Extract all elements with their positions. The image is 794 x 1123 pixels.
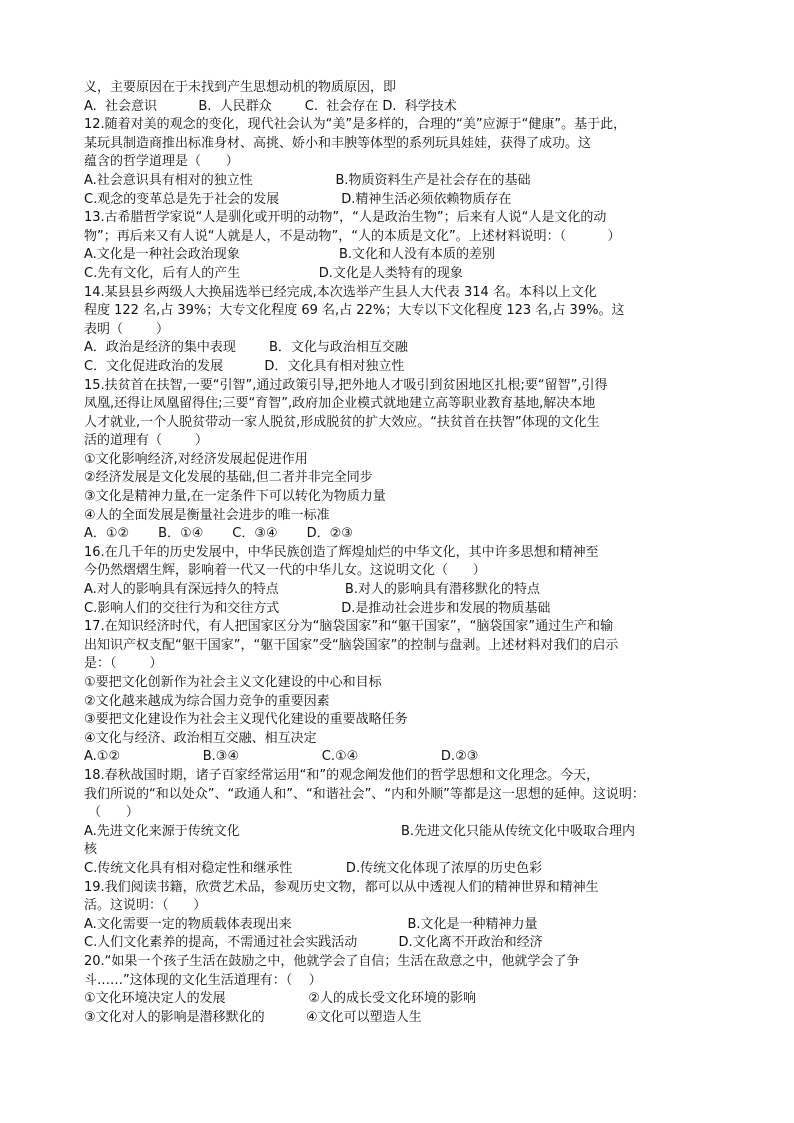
text-line: 斗……”这体现的文化生活道理有：（ ）: [84, 972, 322, 988]
text-line: 17.在知识经济时代，有人把国家区分为“脑袋国家”和“躯干国家”，“脑袋国家”通过生产和输: [84, 619, 614, 635]
text-line: 义，主要原因在于未找到产生思想动机的物质原因，即: [84, 80, 397, 95]
text-line: C．文化促进政治的发展 D．文化具有相对独立性: [84, 358, 405, 374]
text-line: A.文化是一种社会政治现象 B.文化和人没有本质的差别: [84, 247, 496, 263]
text-line: A.社会意识具有相对的独立性 B.物质资料生产是社会存在的基础: [84, 172, 531, 188]
text-line: 某玩具制造商推出标准身材、高挑、娇小和丰腴等体型的系列玩具娃娃，获得了成功。这: [84, 135, 592, 151]
text-line: 核: [84, 842, 98, 858]
text-line: 我们所说的“和以处众”、“政通人和”、“和谐社会”、“内和外顺”等都是这一思想的延伸。这说明：: [84, 786, 645, 802]
text-line: ①文化影响经济,对经济发展起促进作用: [84, 451, 308, 467]
text-line: ③文化对人的影响是潜移默化的 ④文化可以塑造人生: [84, 1009, 422, 1025]
text-line: 蕴含的哲学道理是（ ）: [84, 154, 239, 170]
text-line: ③文化是精神力量,在一定条件下可以转化为物质力量: [84, 489, 386, 505]
text-line: 出知识产权支配“躯干国家”，“躯干国家”受“脑袋国家”的控制与盘剥。上述材料对我们的启示: [84, 637, 619, 653]
text-line: （ ）: [84, 805, 139, 821]
text-line: 人才就业,一个人脱贫带动一家人脱贫,形成脱贫的扩大效应。“扶贫首在扶智”体现的文化生: [84, 414, 600, 430]
text-line: 活。这说明：（ ）: [84, 898, 207, 914]
text-line: A.对人的影响具有深远持久的特点 B.对人的影响具有潜移默化的特点: [84, 582, 540, 598]
text-line: A．政治是经济的集中表现 B．文化与政治相互交融: [84, 340, 408, 356]
text-line: ④人的全面发展是衡量社会进步的唯一标准: [84, 507, 330, 523]
text-line: 16.在几千年的历史发展中，中华民族创造了辉煌灿烂的中华文化，其中许多思想和精神至: [84, 544, 599, 560]
text-line: 是：（ ）: [84, 656, 163, 672]
text-line: 20.“如果一个孩子生活在鼓励之中，他就学会了自信；生活在敌意之中，他就学会了争: [84, 953, 580, 969]
text-line: ①要把文化创新作为社会主义文化建设的中心和目标: [84, 675, 382, 690]
text-line: C.影响人们的交往行为和交往方式 D.是推动社会进步和发展的物质基础: [84, 600, 551, 616]
text-line: 表明（ ）: [84, 321, 170, 337]
text-line: A．①② B．①④ C．③④ D．②③: [84, 526, 353, 542]
text-line: 程度 122 名,占 39%；大专文化程度 69 名,占 22%；大专以下文化程度 123 名,占 39%。这: [84, 303, 625, 319]
text-line: 今仍然熠熠生辉，影响着一代又一代的中华儿女。这说明文化（ ）: [84, 563, 486, 579]
text-line: 14.某县县乡两级人大换届选举已经完成,本次选举产生县人大代表 314 名。本科以上文化: [84, 284, 597, 300]
text-line: 活的道理有（ ）: [84, 433, 209, 449]
text-line: 18.春秋战国时期，诸子百家经常运用“和”的观念阐发他们的哲学思想和文化理念。今天，: [84, 767, 600, 783]
text-line: C.传统文化具有相对稳定性和继承性 D.传统文化体现了浓厚的历史色彩: [84, 860, 543, 876]
text-line: 12.随着对美的观念的变化，现代社会认为“美”是多样的，合理的“美”应源于“健康”。基于此，: [84, 117, 627, 133]
text-line: A. 社会意识 B. 人民群众 C. 社会存在 D. 科学技术: [84, 98, 457, 114]
text-line: A.先进文化来源于传统文化 B.先进文化只能从传统文化中吸取合理内: [84, 823, 636, 839]
text-line: A.①② B.③④ C.①④ D.②③: [84, 749, 479, 765]
text-line: C.先有文化，后有人的产生 D.文化是人类特有的现象: [84, 265, 463, 281]
text-line: ②经济发展是文化发展的基础,但二者并非完全同步: [84, 470, 373, 486]
text-line: 13.古希腊哲学家说“人是驯化或开明的动物”，“人是政治生物”；后来有人说“人是文化的动: [84, 210, 607, 226]
text-line: ②文化越来越成为综合国力竞争的重要因素: [84, 693, 330, 709]
text-line: ①文化环境决定人的发展 ②人的成长受文化环境的影响: [84, 991, 476, 1007]
text-line: 物”；再后来又有人说“人就是人，不是动物”，“人的本质是文化”。上述材料说明：（ ）: [84, 228, 621, 244]
text-line: C.观念的变革总是先于社会的发展 D.精神生活必须依赖物质存在: [84, 191, 512, 207]
text-line: A.文化需要一定的物质载体表现出来 B.文化是一种精神力量: [84, 916, 538, 932]
text-line: 19.我们阅读书籍，欣赏艺术品，参观历史文物，都可以从中透视人们的精神世界和精神生: [84, 879, 599, 895]
text-line: C.人们文化素养的提高，不需通过社会实践活动 D.文化离不开政治和经济: [84, 935, 543, 951]
document-page: [84, 79, 714, 1027]
text-line: ④文化与经济、政治相互交融、相互决定: [84, 730, 317, 746]
text-line: ③要把文化建设作为社会主义现代化建设的重要战略任务: [84, 712, 408, 728]
text-line: 15.扶贫首在扶智,一要“引智”,通过政策引导,把外地人才吸引到贫困地区扎根;要“留智”,引得: [84, 377, 608, 393]
text-line: 凤凰,还得让凤凰留得住;三要“育智”,政府加企业模式就地建立高等职业教育基地,解决本地: [84, 396, 596, 412]
